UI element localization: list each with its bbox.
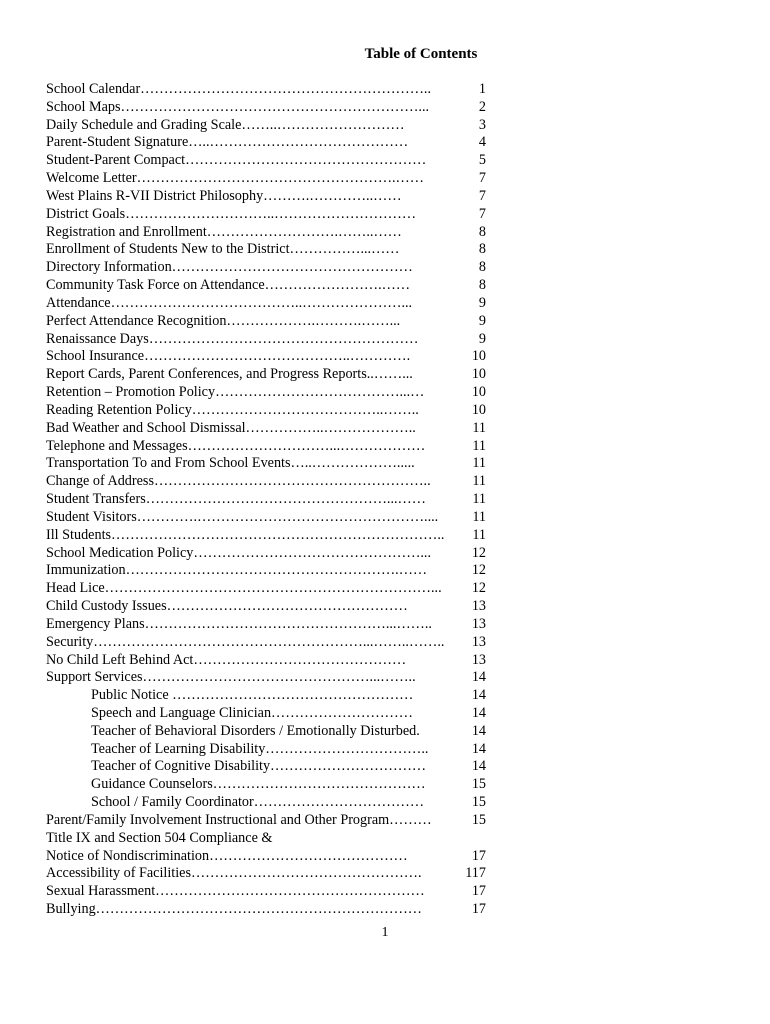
toc-entry-page: 17 (471, 883, 486, 900)
toc-entry-page: 9 (478, 312, 486, 329)
toc-entry-title: Notice of Nondiscrimination…………………………………… (46, 847, 408, 864)
toc-entry-page: 13 (471, 633, 486, 650)
toc-entry (46, 402, 486, 420)
toc-entry (46, 117, 486, 135)
toc-entry-title: Head Lice……………………………………………………………... (46, 580, 442, 597)
toc-entry (46, 331, 486, 349)
toc-entry-page: 7 (478, 187, 486, 204)
table-of-contents (46, 81, 486, 919)
toc-entry-page: 117 (465, 865, 486, 882)
toc-entry-page: 12 (471, 580, 486, 597)
toc-entry (46, 420, 486, 438)
toc-entry (46, 723, 486, 741)
toc-entry (46, 652, 486, 670)
toc-entry-title: Immunization………………………………………………….…… (46, 562, 428, 579)
toc-entry (46, 865, 486, 883)
toc-entry (46, 687, 486, 705)
toc-entry-page: 10 (471, 348, 486, 365)
toc-entry-page: 3 (478, 116, 486, 133)
toc-entry-title: School Calendar…………………………………………………….. (46, 81, 432, 97)
toc-entry-title: Registration and Enrollment……………………….……..…… (46, 223, 402, 240)
toc-entry (46, 99, 486, 117)
toc-entry (46, 669, 486, 687)
toc-entry-page: 8 (478, 259, 486, 276)
toc-entry (46, 491, 486, 509)
toc-entry-title: District Goals…………………………..………………………… (46, 205, 417, 222)
toc-entry-title: Student-Parent Compact…………………………………………… (46, 152, 427, 169)
toc-entry-title: Teacher of Behavioral Disorders / Emotionally Disturbed. (91, 722, 420, 739)
toc-entry-title: West Plains R-VII District Philosophy……….…………..…… (46, 187, 402, 204)
toc-entry-page: 13 (471, 651, 486, 668)
toc-entry (46, 527, 486, 545)
toc-entry-page: 7 (478, 205, 486, 222)
toc-entry-page: 2 (478, 98, 486, 115)
toc-entry-title: School Maps………………………………………………………... (46, 98, 430, 115)
toc-entry-title: Parent-Student Signature…..…………………………………… (46, 134, 409, 151)
toc-entry (46, 295, 486, 313)
toc-entry (46, 830, 486, 848)
page-title: Table of Contents (364, 46, 478, 62)
toc-entry-title: Title IX and Section 504 Compliance & (46, 829, 273, 846)
toc-entry-page: 8 (478, 223, 486, 240)
toc-entry-page: 15 (471, 811, 486, 828)
toc-entry-page: 14 (471, 758, 486, 775)
toc-entry-page: 14 (471, 704, 486, 721)
toc-entry (46, 170, 486, 188)
toc-entry (46, 152, 486, 170)
toc-entry-page: 9 (478, 330, 486, 347)
toc-entry-page: 10 (471, 366, 486, 383)
toc-entry-title: Teacher of Cognitive Disability…………………………… (91, 758, 427, 775)
toc-entry-page: 8 (478, 277, 486, 294)
toc-entry-title: Attendance…………………………………..…………………... (46, 294, 413, 311)
toc-entry-page: 1 (478, 81, 486, 97)
toc-entry (46, 812, 486, 830)
toc-entry-page: 10 (471, 384, 486, 401)
toc-entry-title: Child Custody Issues…………………………………………… (46, 598, 408, 615)
toc-entry-title: Public Notice …………………………………………… (91, 687, 414, 704)
toc-entry-page: 11 (472, 526, 486, 543)
toc-entry (46, 794, 486, 812)
toc-entry-page: 5 (478, 152, 486, 169)
toc-entry (46, 348, 486, 366)
toc-entry-title: Perfect Attendance Recognition……………….……….……... (46, 312, 401, 329)
toc-entry-title: Community Task Force on Attendance…………………….…… (46, 277, 411, 294)
toc-entry-page: 11 (472, 473, 486, 490)
toc-entry-title: Bullying…………………………………………………………… (46, 901, 422, 918)
toc-entry (46, 848, 486, 866)
toc-entry (46, 134, 486, 152)
toc-entry-title: Student Visitors………….………………………………………….... (46, 508, 439, 525)
toc-entry-page: 9 (478, 294, 486, 311)
toc-entry-page: 17 (471, 901, 486, 918)
toc-entry (46, 598, 486, 616)
toc-entry-title: Accessibility of Facilities…………………………………………. (46, 865, 422, 882)
toc-entry-title: Transportation To and From School Events…..………………..... (46, 455, 415, 472)
toc-entry (46, 634, 486, 652)
toc-entry-page: 15 (471, 794, 486, 811)
toc-entry-title: Parent/Family Involvement Instructional and Other Program……… (46, 811, 432, 828)
toc-entry-title: Speech and Language Clinician………………………… (91, 704, 413, 721)
toc-entry (46, 509, 486, 527)
toc-entry (46, 188, 486, 206)
toc-entry (46, 241, 486, 259)
toc-entry (46, 366, 486, 384)
toc-entry-page: 8 (478, 241, 486, 258)
toc-entry (46, 616, 486, 634)
toc-entry-page: 11 (472, 491, 486, 508)
toc-entry (46, 313, 486, 331)
toc-entry (46, 705, 486, 723)
toc-entry-page: 13 (471, 598, 486, 615)
toc-entry-title: Sexual Harassment………………………………………………… (46, 883, 425, 900)
toc-entry-title: Change of Address………………………………………………….. (46, 473, 431, 490)
toc-entry (46, 438, 486, 456)
toc-entry-page: 17 (471, 847, 486, 864)
toc-entry-title: School Insurance……………………………………..…………. (46, 348, 411, 365)
toc-entry-page: 14 (471, 740, 486, 757)
toc-entry-title: Enrollment of Students New to the District……………...…… (46, 241, 400, 258)
toc-entry-page: 11 (472, 419, 486, 436)
toc-entry-title: No Child Left Behind Act……………………………………… (46, 651, 407, 668)
toc-entry-title: Telephone and Messages…………………………...……………… (46, 437, 426, 454)
toc-entry (46, 580, 486, 598)
toc-entry (46, 883, 486, 901)
toc-entry (46, 81, 486, 99)
toc-entry-page: 11 (472, 437, 486, 454)
toc-entry-title: School / Family Coordinator……………………………… (91, 794, 425, 811)
toc-entry (46, 206, 486, 224)
toc-entry-page: 10 (471, 401, 486, 418)
toc-entry (46, 901, 486, 919)
toc-entry-title: Report Cards, Parent Conferences, and Progress Reports..……... (46, 366, 413, 383)
toc-entry-page: 4 (478, 134, 486, 151)
toc-entry-page: 15 (471, 776, 486, 793)
toc-entry-title: Student Transfers……………………………………………...…… (46, 491, 426, 508)
toc-entry-title: Teacher of Learning Disability…………………………….. (91, 740, 429, 757)
toc-entry-page: 14 (471, 669, 486, 686)
page-number: 1 (381, 925, 389, 940)
toc-entry-page: 11 (472, 455, 486, 472)
toc-entry-title: School Medication Policy…………………………………………... (46, 544, 432, 561)
toc-entry-title: Support Services…………………………………………...…….. (46, 669, 416, 686)
toc-entry-title: Retention – Promotion Policy…………………………………...… (46, 384, 425, 401)
toc-entry-page: 12 (471, 562, 486, 579)
toc-entry-title: Daily Schedule and Grading Scale……..……………………… (46, 116, 405, 133)
toc-entry (46, 455, 486, 473)
toc-entry-page: 14 (471, 687, 486, 704)
toc-entry (46, 741, 486, 759)
toc-entry-title: Security…………………………………………………...……..…….. (46, 633, 445, 650)
toc-entry (46, 562, 486, 580)
toc-entry (46, 758, 486, 776)
toc-entry (46, 224, 486, 242)
toc-entry-title: Ill Students…………………………………………………………….. (46, 526, 445, 543)
toc-entry-title: Guidance Counselors……………………………………… (91, 776, 426, 793)
toc-entry-page: 13 (471, 615, 486, 632)
toc-entry (46, 473, 486, 491)
toc-entry (46, 277, 486, 295)
toc-entry (46, 545, 486, 563)
toc-entry-page: 14 (471, 722, 486, 739)
toc-entry-page: 7 (478, 170, 486, 187)
toc-entry-title: Directory Information…………………………………………… (46, 259, 413, 276)
toc-entry (46, 384, 486, 402)
toc-entry-title: Reading Retention Policy…………………………………..…….. (46, 401, 419, 418)
toc-entry-page: 12 (471, 544, 486, 561)
toc-entry-title: Renaissance Days………………………………………………… (46, 330, 419, 347)
toc-entry-page: 11 (472, 508, 486, 525)
toc-entry-title: Welcome Letter……………………………………………….…… (46, 170, 424, 187)
toc-entry (46, 776, 486, 794)
toc-entry (46, 259, 486, 277)
toc-entry-title: Emergency Plans……………………………………………...…….. (46, 615, 432, 632)
toc-entry-title: Bad Weather and School Dismissal……………..……………….. (46, 419, 416, 436)
